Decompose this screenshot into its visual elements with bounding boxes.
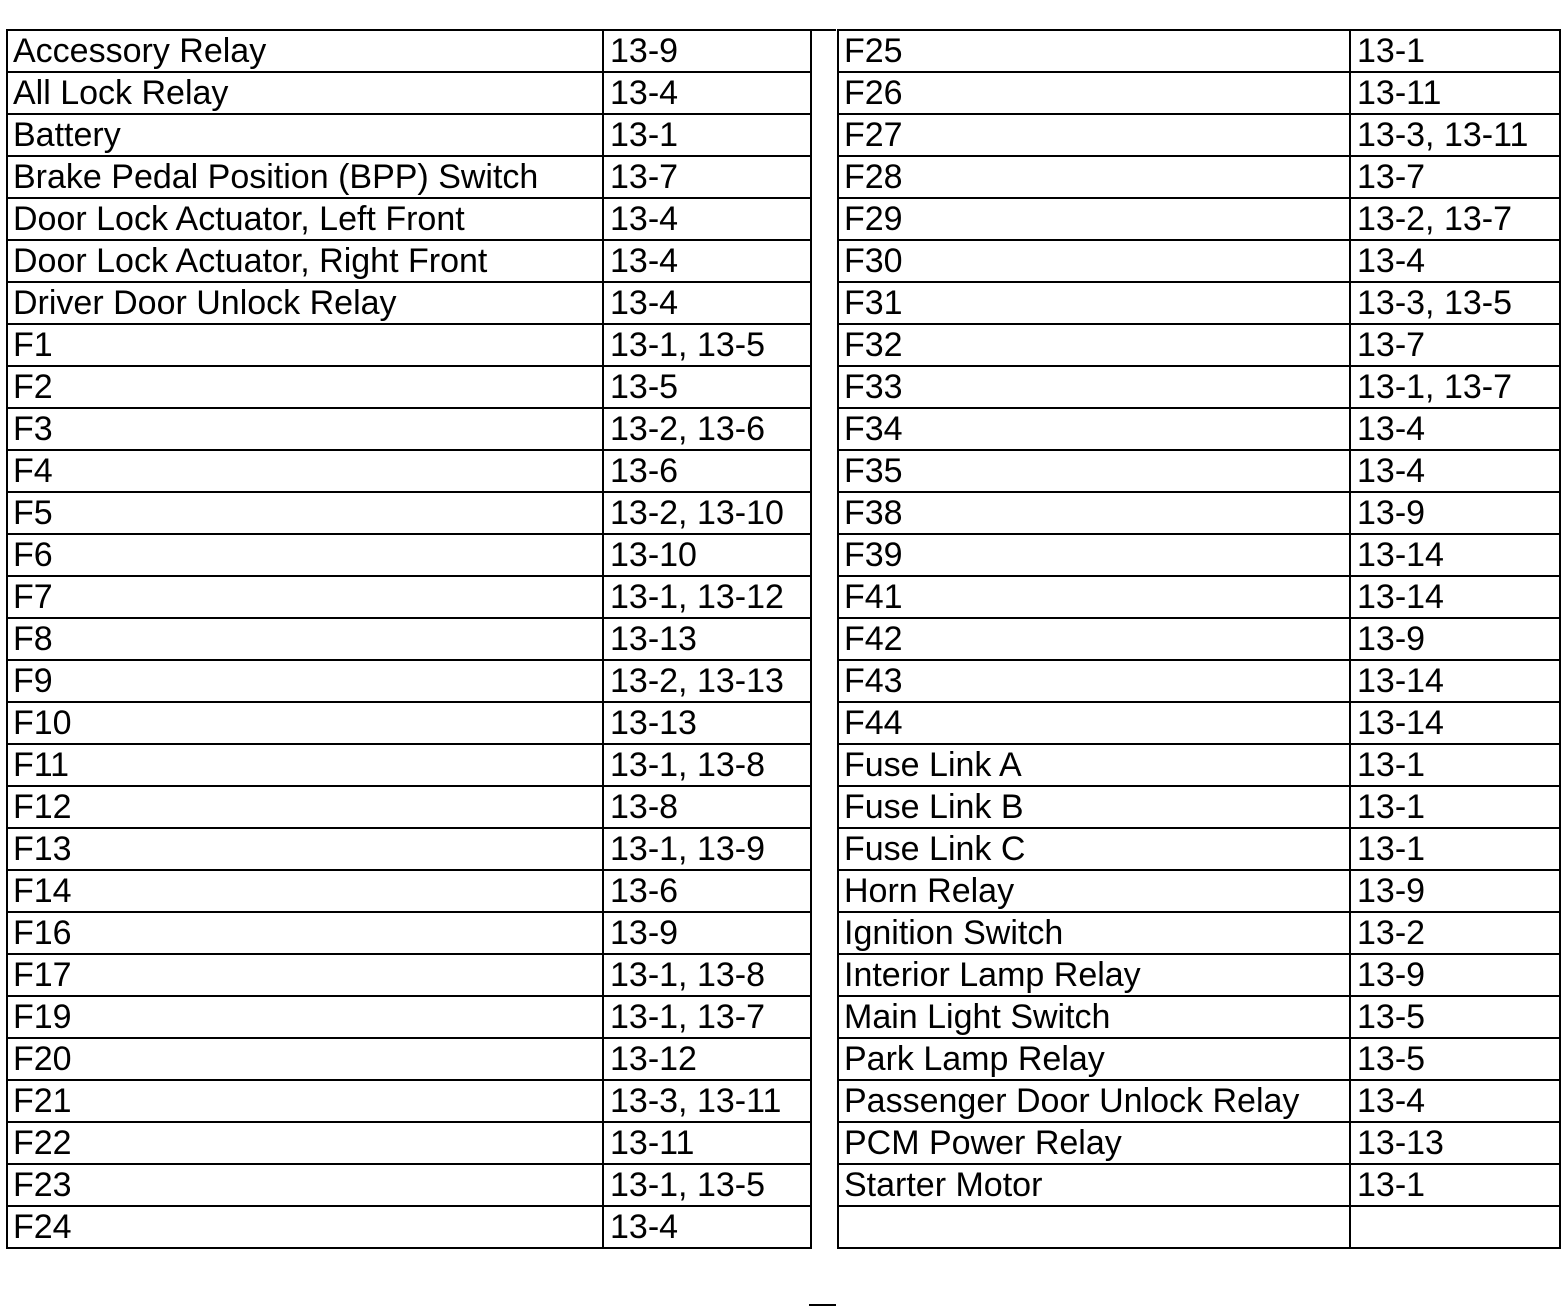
diagram-reference-cell: 13-13 [1350, 1122, 1560, 1164]
diagram-reference-cell: 13-6 [603, 450, 811, 492]
diagram-reference-cell: 13-2, 13-13 [603, 660, 811, 702]
diagram-reference-cell: 13-13 [603, 618, 811, 660]
diagram-reference-cell: 13-3, 13-11 [1350, 114, 1560, 156]
diagram-reference-cell: 13-4 [603, 240, 811, 282]
component-name-cell: F41 [838, 576, 1350, 618]
component-name-cell: F39 [838, 534, 1350, 576]
diagram-reference-cell: 13-3, 13-5 [1350, 282, 1560, 324]
table-row [7, 870, 811, 912]
table-row [838, 114, 1560, 156]
component-name-cell: F23 [7, 1164, 603, 1206]
table-row [838, 534, 1560, 576]
diagram-reference-cell: 13-14 [1350, 702, 1560, 744]
component-name-cell: Door Lock Actuator, Left Front [7, 198, 603, 240]
table-row [7, 828, 811, 870]
table-row [838, 576, 1560, 618]
component-name-cell: Starter Motor [838, 1164, 1350, 1206]
table-row [838, 954, 1560, 996]
diagram-reference-cell: 13-4 [1350, 408, 1560, 450]
table-row [7, 702, 811, 744]
table-row [7, 240, 811, 282]
component-name-cell: F21 [7, 1080, 603, 1122]
table-row [7, 1122, 811, 1164]
table-row [838, 408, 1560, 450]
table-row [7, 618, 811, 660]
diagram-reference-cell: 13-5 [603, 366, 811, 408]
table-row [838, 1164, 1560, 1206]
table-row [7, 912, 811, 954]
table-row [838, 450, 1560, 492]
left-table-body [7, 30, 811, 1248]
left-component-table [6, 29, 812, 1249]
component-name-cell: F4 [7, 450, 603, 492]
component-name-cell: F5 [7, 492, 603, 534]
diagram-reference-cell: 13-1 [603, 114, 811, 156]
diagram-reference-cell: 13-1, 13-5 [603, 1164, 811, 1206]
right-component-table [837, 29, 1561, 1249]
table-row [838, 282, 1560, 324]
diagram-reference-cell: 13-7 [603, 156, 811, 198]
table-row [838, 996, 1560, 1038]
diagram-reference-cell: 13-11 [603, 1122, 811, 1164]
component-name-cell: Horn Relay [838, 870, 1350, 912]
component-name-cell: Driver Door Unlock Relay [7, 282, 603, 324]
component-name-cell: F26 [838, 72, 1350, 114]
diagram-reference-cell: 13-2, 13-10 [603, 492, 811, 534]
table-row [7, 72, 811, 114]
table-row [838, 786, 1560, 828]
component-name-cell: PCM Power Relay [838, 1122, 1350, 1164]
diagram-reference-cell: 13-2 [1350, 912, 1560, 954]
diagram-reference-cell: 13-9 [1350, 492, 1560, 534]
component-name-cell: F28 [838, 156, 1350, 198]
table-row [7, 954, 811, 996]
table-row [838, 198, 1560, 240]
component-name-cell: F34 [838, 408, 1350, 450]
diagram-reference-cell: 13-4 [1350, 1080, 1560, 1122]
component-name-cell: F44 [838, 702, 1350, 744]
component-name-cell: F14 [7, 870, 603, 912]
table-row [838, 366, 1560, 408]
diagram-reference-cell: 13-5 [1350, 1038, 1560, 1080]
component-name-cell: F12 [7, 786, 603, 828]
component-name-cell: F24 [7, 1206, 603, 1248]
component-name-cell: F11 [7, 744, 603, 786]
component-name-cell: F27 [838, 114, 1350, 156]
diagram-reference-cell: 13-11 [1350, 72, 1560, 114]
component-name-cell: Door Lock Actuator, Right Front [7, 240, 603, 282]
component-name-cell: F17 [7, 954, 603, 996]
component-name-cell: F30 [838, 240, 1350, 282]
table-row [7, 576, 811, 618]
component-name-cell: F20 [7, 1038, 603, 1080]
table-row [838, 1206, 1560, 1248]
component-name-cell: F32 [838, 324, 1350, 366]
diagram-reference-cell: 13-14 [1350, 660, 1560, 702]
diagram-reference-cell: 13-7 [1350, 156, 1560, 198]
diagram-reference-cell: 13-1, 13-5 [603, 324, 811, 366]
diagram-reference-cell: 13-1 [1350, 30, 1560, 72]
diagram-reference-cell: 13-2, 13-6 [603, 408, 811, 450]
component-name-cell: Battery [7, 114, 603, 156]
table-row [7, 324, 811, 366]
component-name-cell: F38 [838, 492, 1350, 534]
right-table-body [838, 30, 1560, 1248]
component-name-cell: F25 [838, 30, 1350, 72]
component-name-cell [838, 1206, 1350, 1248]
table-row [7, 156, 811, 198]
table-row [838, 870, 1560, 912]
table-row [7, 282, 811, 324]
component-name-cell: F7 [7, 576, 603, 618]
diagram-reference-cell: 13-12 [603, 1038, 811, 1080]
diagram-reference-cell: 13-6 [603, 870, 811, 912]
component-name-cell: F3 [7, 408, 603, 450]
table-row [838, 618, 1560, 660]
table-row [838, 492, 1560, 534]
component-name-cell: Fuse Link C [838, 828, 1350, 870]
table-row [838, 828, 1560, 870]
diagram-reference-cell: 13-13 [603, 702, 811, 744]
diagram-reference-cell: 13-4 [603, 198, 811, 240]
component-name-cell: F29 [838, 198, 1350, 240]
component-name-cell: Park Lamp Relay [838, 1038, 1350, 1080]
table-row [838, 30, 1560, 72]
diagram-reference-cell: 13-1, 13-8 [603, 744, 811, 786]
table-row [838, 660, 1560, 702]
table-row [7, 1164, 811, 1206]
diagram-reference-cell: 13-14 [1350, 534, 1560, 576]
component-name-cell: F31 [838, 282, 1350, 324]
component-name-cell: F42 [838, 618, 1350, 660]
diagram-reference-cell: 13-4 [603, 72, 811, 114]
table-row [838, 744, 1560, 786]
component-name-cell: F19 [7, 996, 603, 1038]
diagram-reference-cell: 13-1 [1350, 786, 1560, 828]
component-name-cell: F1 [7, 324, 603, 366]
table-row [7, 1206, 811, 1248]
table-row [7, 450, 811, 492]
table-row [838, 324, 1560, 366]
table-row [7, 534, 811, 576]
diagram-reference-cell: 13-1, 13-8 [603, 954, 811, 996]
table-row [838, 912, 1560, 954]
diagram-reference-cell: 13-1 [1350, 828, 1560, 870]
component-name-cell: Passenger Door Unlock Relay [838, 1080, 1350, 1122]
component-name-cell: F13 [7, 828, 603, 870]
diagram-reference-cell: 13-9 [1350, 954, 1560, 996]
diagram-reference-cell: 13-8 [603, 786, 811, 828]
component-name-cell: F9 [7, 660, 603, 702]
diagram-reference-cell: 13-5 [1350, 996, 1560, 1038]
table-row [7, 744, 811, 786]
diagram-reference-cell: 13-10 [603, 534, 811, 576]
component-name-cell: F2 [7, 366, 603, 408]
component-name-cell: F35 [838, 450, 1350, 492]
table-row [7, 786, 811, 828]
table-row [838, 240, 1560, 282]
diagram-reference-cell: 13-4 [603, 282, 811, 324]
diagram-reference-cell: 13-9 [603, 912, 811, 954]
table-row [838, 156, 1560, 198]
diagram-reference-cell: 13-3, 13-11 [603, 1080, 811, 1122]
diagram-reference-cell: 13-7 [1350, 324, 1560, 366]
diagram-reference-cell: 13-4 [603, 1206, 811, 1248]
component-name-cell: All Lock Relay [7, 72, 603, 114]
diagram-reference-cell: 13-1, 13-12 [603, 576, 811, 618]
table-row [7, 1080, 811, 1122]
table-row [7, 660, 811, 702]
table-row [838, 702, 1560, 744]
component-name-cell: Fuse Link B [838, 786, 1350, 828]
component-name-cell: Ignition Switch [838, 912, 1350, 954]
component-name-cell: F43 [838, 660, 1350, 702]
diagram-reference-cell: 13-1, 13-9 [603, 828, 811, 870]
table-row [7, 366, 811, 408]
component-name-cell: F10 [7, 702, 603, 744]
table-row [838, 72, 1560, 114]
component-name-cell: Fuse Link A [838, 744, 1350, 786]
component-name-cell: Brake Pedal Position (BPP) Switch [7, 156, 603, 198]
component-name-cell: F22 [7, 1122, 603, 1164]
table-row [7, 114, 811, 156]
component-name-cell: Accessory Relay [7, 30, 603, 72]
diagram-reference-cell: 13-9 [1350, 618, 1560, 660]
component-name-cell: F16 [7, 912, 603, 954]
diagram-reference-cell: 13-9 [603, 30, 811, 72]
component-name-cell: Interior Lamp Relay [838, 954, 1350, 996]
diagram-reference-cell: 13-14 [1350, 576, 1560, 618]
diagram-reference-cell: 13-9 [1350, 870, 1560, 912]
component-name-cell: Main Light Switch [838, 996, 1350, 1038]
table-row [838, 1122, 1560, 1164]
table-gap [809, 29, 836, 1306]
diagram-reference-cell: 13-4 [1350, 240, 1560, 282]
diagram-reference-cell [1350, 1206, 1560, 1248]
table-row [7, 1038, 811, 1080]
diagram-reference-cell: 13-2, 13-7 [1350, 198, 1560, 240]
table-row [7, 996, 811, 1038]
table-row [838, 1038, 1560, 1080]
table-row [7, 492, 811, 534]
table-row [838, 1080, 1560, 1122]
diagram-reference-cell: 13-4 [1350, 450, 1560, 492]
diagram-reference-cell: 13-1 [1350, 744, 1560, 786]
table-row [7, 198, 811, 240]
diagram-reference-cell: 13-1, 13-7 [1350, 366, 1560, 408]
component-name-cell: F8 [7, 618, 603, 660]
table-row [7, 30, 811, 72]
component-name-cell: F6 [7, 534, 603, 576]
component-name-cell: F33 [838, 366, 1350, 408]
diagram-reference-cell: 13-1, 13-7 [603, 996, 811, 1038]
table-row [7, 408, 811, 450]
diagram-reference-cell: 13-1 [1350, 1164, 1560, 1206]
